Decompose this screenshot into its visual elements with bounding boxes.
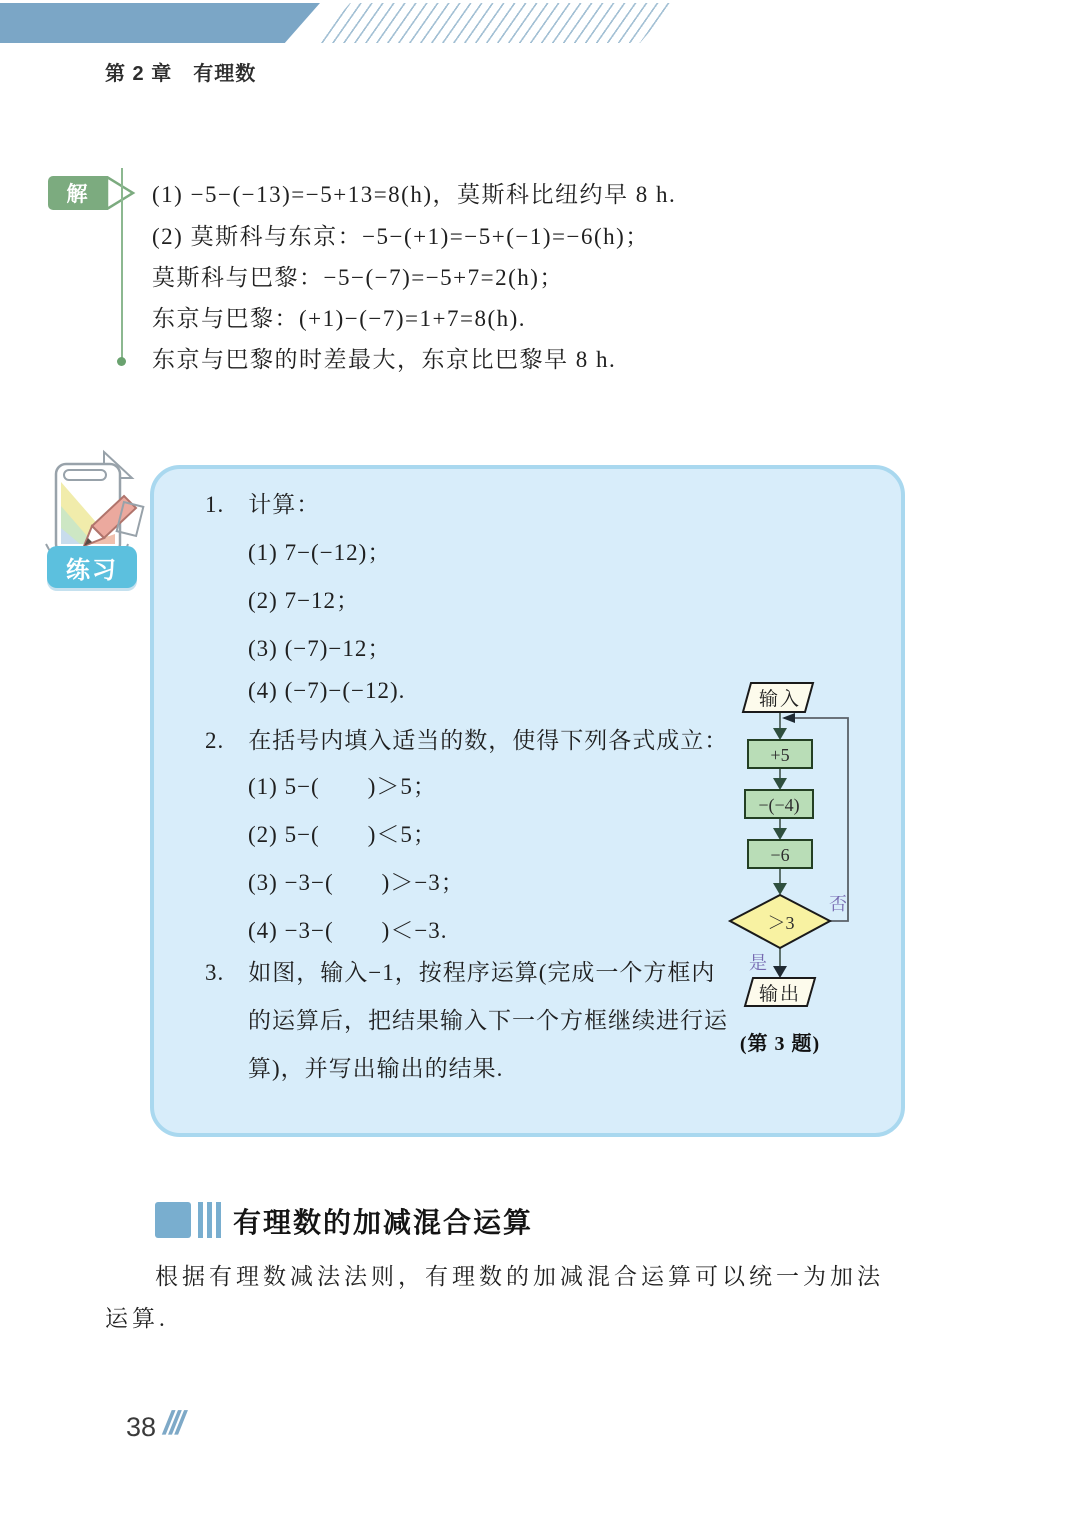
- exercise-2-item: (4) −3−( )＜−3.: [248, 918, 448, 943]
- section-marker-bar: [216, 1202, 221, 1238]
- arrow-down-icon: [773, 728, 787, 740]
- exercise-1-item: (3) (−7)−12；: [248, 636, 392, 661]
- exercise-2-item: (2) 5−( )＜5；: [248, 822, 437, 847]
- exercise-1-item: (2) 7−12；: [248, 588, 361, 613]
- solution-line: 东京与巴黎的时差最大，东京比巴黎早 8 h.: [152, 347, 617, 372]
- exercise-1-item: (4) (−7)−(−12).: [248, 678, 406, 703]
- flow-condition-label: ＞3: [767, 913, 795, 933]
- solution-tag: 解: [48, 176, 106, 210]
- header-band: [0, 3, 320, 43]
- arrow-down-icon: [773, 778, 787, 790]
- exercise-1-title: 1. 计算：: [205, 492, 321, 517]
- solution-line: (2) 莫斯科与东京：−5−(+1)=−5+(−1)=−6(h)；: [152, 224, 650, 249]
- arrow-down-icon: [773, 883, 787, 895]
- practice-label: 练习: [47, 546, 137, 588]
- section-title: 有理数的加减混合运算: [233, 1207, 534, 1238]
- flow-no-label: 否: [829, 894, 847, 914]
- exercise-3-line: 的运算后，把结果输入下一个方框继续进行运: [248, 1008, 728, 1033]
- flow-input-label: 输入: [758, 689, 802, 710]
- exercise-3-line: 算)，并写出输出的结果.: [248, 1056, 504, 1081]
- body-text-line: 根据有理数减法法则，有理数的加减混合运算可以统一为加法: [155, 1264, 884, 1289]
- page-number-slashes: ///: [160, 1404, 187, 1441]
- body-text-line: 运算.: [105, 1306, 169, 1331]
- program-flowchart: [700, 672, 890, 1072]
- header-hatch-pattern: [316, 3, 674, 43]
- flow-yes-label: 是: [749, 953, 767, 973]
- flow-step-label: −6: [770, 845, 790, 865]
- solution-line: (1) −5−(−13)=−5+13=8(h)，莫斯科比纽约早 8 h.: [152, 182, 677, 207]
- section-marker-bar: [207, 1202, 212, 1238]
- exercise-1-item: (1) 7−(−12)；: [248, 540, 392, 565]
- flow-step-label: +5: [770, 745, 790, 765]
- exercise-3-line: 3. 如图，输入−1，按程序运算(完成一个方框内: [205, 960, 716, 985]
- arrow-down-icon: [773, 828, 787, 840]
- exercise-2-title: 2. 在括号内填入适当的数，使得下列各式成立：: [205, 728, 729, 753]
- exercise-2-item: (3) −3−( )＞−3；: [248, 870, 465, 895]
- page-number: 38: [126, 1412, 157, 1442]
- section-marker-square: [155, 1202, 191, 1238]
- solution-guide-dot: [117, 357, 126, 366]
- flow-output-label: 输出: [758, 984, 802, 1005]
- solution-guide-line: [121, 168, 123, 360]
- flowchart-caption: (第 3 题): [739, 1033, 821, 1055]
- flow-loop-arrowhead-icon: [782, 713, 795, 723]
- exercise-2-item: (1) 5−( )＞5；: [248, 774, 437, 799]
- solution-line: 东京与巴黎：(+1)−(−7)=1+7=8(h).: [152, 306, 527, 331]
- arrow-down-icon: [773, 966, 787, 978]
- flow-step-label: −(−4): [758, 795, 800, 815]
- solution-line: 莫斯科与巴黎：−5−(−7)=−5+7=2(h)；: [152, 265, 564, 290]
- section-marker-bar: [198, 1202, 203, 1238]
- chapter-header: 第 2 章 有理数: [105, 63, 257, 85]
